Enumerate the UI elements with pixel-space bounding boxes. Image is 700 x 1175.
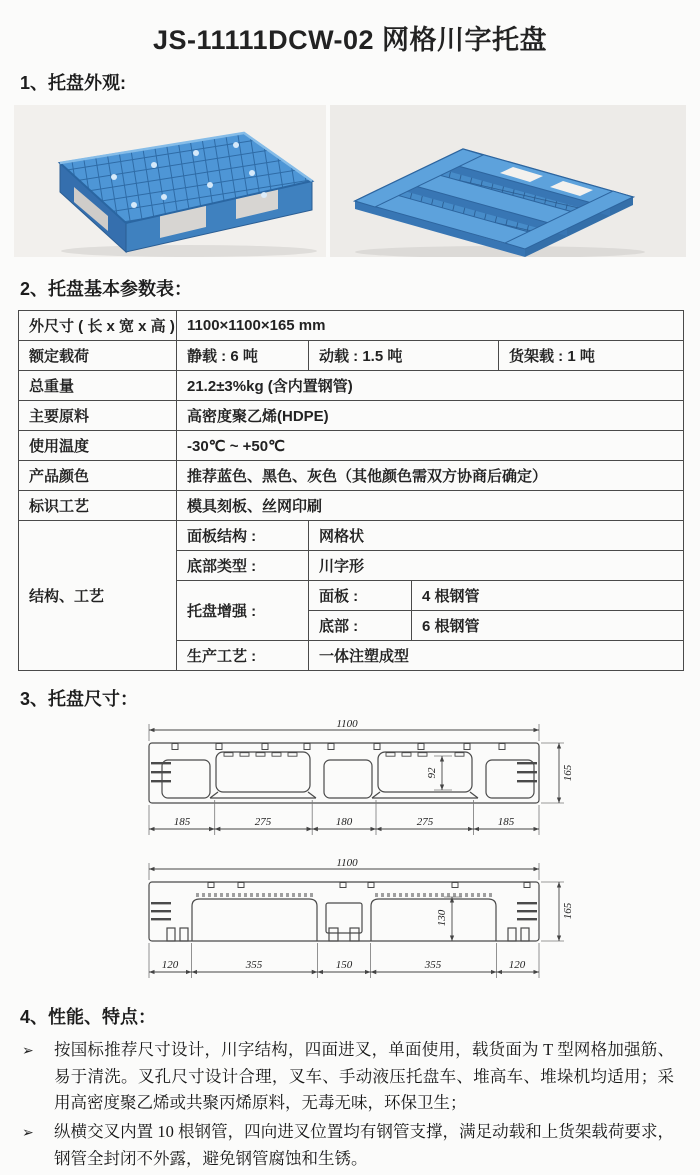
- arrow-bullet-icon: ➢: [22, 1043, 34, 1059]
- svg-text:92: 92: [426, 767, 438, 779]
- table-row: [19, 521, 684, 551]
- dim-overall-height: [541, 882, 574, 941]
- svg-text:150: 150: [335, 959, 353, 971]
- section-heading-dimensions: 3、托盘尺寸：: [20, 689, 139, 709]
- pallet-section-outline: [149, 882, 539, 941]
- pallet-photo-top-view: [14, 105, 326, 257]
- svg-text:165: 165: [562, 764, 574, 782]
- vent-slots: [151, 902, 537, 920]
- section-heading-parameters: 2、托盘基本参数表：: [20, 279, 193, 299]
- spec-value-material: 高密度聚乙烯(HDPE): [177, 401, 684, 431]
- front-view-drawing: [112, 717, 587, 843]
- spec-value-process: 一体注塑成型: [309, 641, 684, 671]
- corner-feet: [167, 928, 529, 941]
- leg-block: [486, 760, 534, 798]
- section-heading-features: 4、性能、特点：: [20, 1007, 157, 1027]
- dim-bottom-segments: [149, 800, 539, 835]
- spec-value-rack-load: 货架载 : 1 吨: [499, 341, 684, 371]
- feature-list: [22, 1037, 674, 1173]
- spec-label-reinforcement-panel: 面板 :: [309, 581, 412, 611]
- svg-text:1100: 1100: [336, 718, 358, 730]
- bottom-opening-left: [192, 899, 317, 941]
- leg-block: [324, 760, 372, 798]
- svg-text:180: 180: [335, 816, 353, 828]
- spec-label-process: 生产工艺 :: [177, 641, 309, 671]
- svg-text:165: 165: [562, 902, 574, 920]
- spec-value-reinforcement-bottom: 6 根钢管: [412, 611, 684, 641]
- bottom-opening-right: [371, 899, 496, 941]
- list-item: [22, 1037, 674, 1117]
- dim-overall-height: [541, 743, 574, 803]
- spec-table: [18, 310, 684, 671]
- spec-value-marking: 模具刻板、丝网印刷: [177, 491, 684, 521]
- spec-label-temperature: 使用温度: [19, 431, 177, 461]
- svg-text:185: 185: [497, 816, 515, 828]
- spec-label-total-weight: 总重量: [19, 371, 177, 401]
- dim-overall-width: [149, 857, 539, 880]
- center-runner: [326, 903, 362, 941]
- spec-value-panel-structure: 网格状: [309, 521, 684, 551]
- leg-block: [162, 760, 210, 798]
- table-row: [19, 431, 684, 461]
- svg-text:355: 355: [424, 959, 442, 971]
- table-row: [19, 461, 684, 491]
- table-row: [19, 371, 684, 401]
- dim-bottom-segments: [149, 943, 539, 978]
- fork-pocket-left: [210, 752, 316, 798]
- feature-text: 按国标推荐尺寸设计，川字结构，四面进叉，单面使用，载货面为 T 型网格加强筋、易于清洗。叉孔尺寸设计合理，叉车、手动液压托盘车、堆高车、堆垛机均适用；采用高密度聚乙烯或共聚丙烯原料，无毒无味，环保卫生；: [54, 1040, 674, 1113]
- pallet-section-outline: [149, 743, 539, 803]
- svg-text:130: 130: [436, 909, 448, 927]
- spec-label-material: 主要原料: [19, 401, 177, 431]
- dimension-drawing-side-view: [112, 856, 700, 991]
- section-heading-appearance: 1、托盘外观:: [20, 73, 127, 93]
- spec-value-dynamic-load: 动载 : 1.5 吨: [309, 341, 499, 371]
- pallet-shadow: [61, 245, 317, 257]
- page-title: JS-11111DCW-02 网格川字托盘: [152, 25, 548, 55]
- vent-slots: [151, 762, 537, 782]
- table-row: [19, 401, 684, 431]
- list-item: [22, 1119, 674, 1172]
- svg-text:185: 185: [173, 816, 191, 828]
- spec-value-temperature: -30℃ ~ +50℃: [177, 431, 684, 461]
- svg-text:355: 355: [245, 959, 263, 971]
- spec-label-panel-structure: 面板结构 :: [177, 521, 309, 551]
- spec-label-outer-size: 外尺寸 ( 长 x 宽 x 高 ): [19, 311, 177, 341]
- table-row: [19, 491, 684, 521]
- pallet-bottom-view-illustration: [330, 105, 686, 257]
- fork-pocket-right: [372, 752, 478, 798]
- dim-bottom-clearance: [436, 897, 462, 941]
- pallet-top-view-illustration: [14, 105, 326, 257]
- spec-label-rated-load: 额定载荷: [19, 341, 177, 371]
- side-view-drawing: [112, 856, 587, 986]
- svg-text:120: 120: [508, 959, 526, 971]
- table-row: [19, 341, 684, 371]
- dim-fork-opening-height: [426, 756, 452, 790]
- spec-value-static-load: 静载 : 6 吨: [177, 341, 309, 371]
- spec-value-color: 推荐蓝色、黑色、灰色（其他颜色需双方协商后确定）: [177, 461, 684, 491]
- svg-text:120: 120: [161, 959, 179, 971]
- pallet-photos-row: [14, 105, 700, 257]
- spec-label-color: 产品颜色: [19, 461, 177, 491]
- pallet-photo-bottom-view: [330, 105, 686, 257]
- dimension-drawing-front-view: [112, 717, 700, 848]
- dim-overall-width: [149, 718, 539, 741]
- spec-label-reinforcement: 托盘增强 :: [177, 581, 309, 641]
- arrow-bullet-icon: ➢: [22, 1125, 34, 1142]
- spec-value-total-weight: 21.2±3%kg (含内置钢管): [177, 371, 684, 401]
- spec-value-bottom-type: 川字形: [309, 551, 684, 581]
- svg-text:275: 275: [416, 816, 434, 828]
- spec-label-structure: 结构、工艺: [19, 521, 177, 671]
- svg-text:275: 275: [254, 816, 272, 828]
- spec-label-reinforcement-bottom: 底部 :: [309, 611, 412, 641]
- svg-text:1100: 1100: [336, 857, 358, 869]
- table-row: [19, 311, 684, 341]
- spec-value-outer-size: 1100×1100×165 mm: [177, 311, 684, 341]
- spec-value-reinforcement-panel: 4 根钢管: [412, 581, 684, 611]
- spec-label-marking: 标识工艺: [19, 491, 177, 521]
- feature-text: 纵横交叉内置 10 根钢管，四向进叉位置均有钢管支撑，满足动载和上货架载荷要求，钢管全封闭不外露，避免钢管腐蚀和生锈。: [54, 1122, 674, 1168]
- spec-label-bottom-type: 底部类型 :: [177, 551, 309, 581]
